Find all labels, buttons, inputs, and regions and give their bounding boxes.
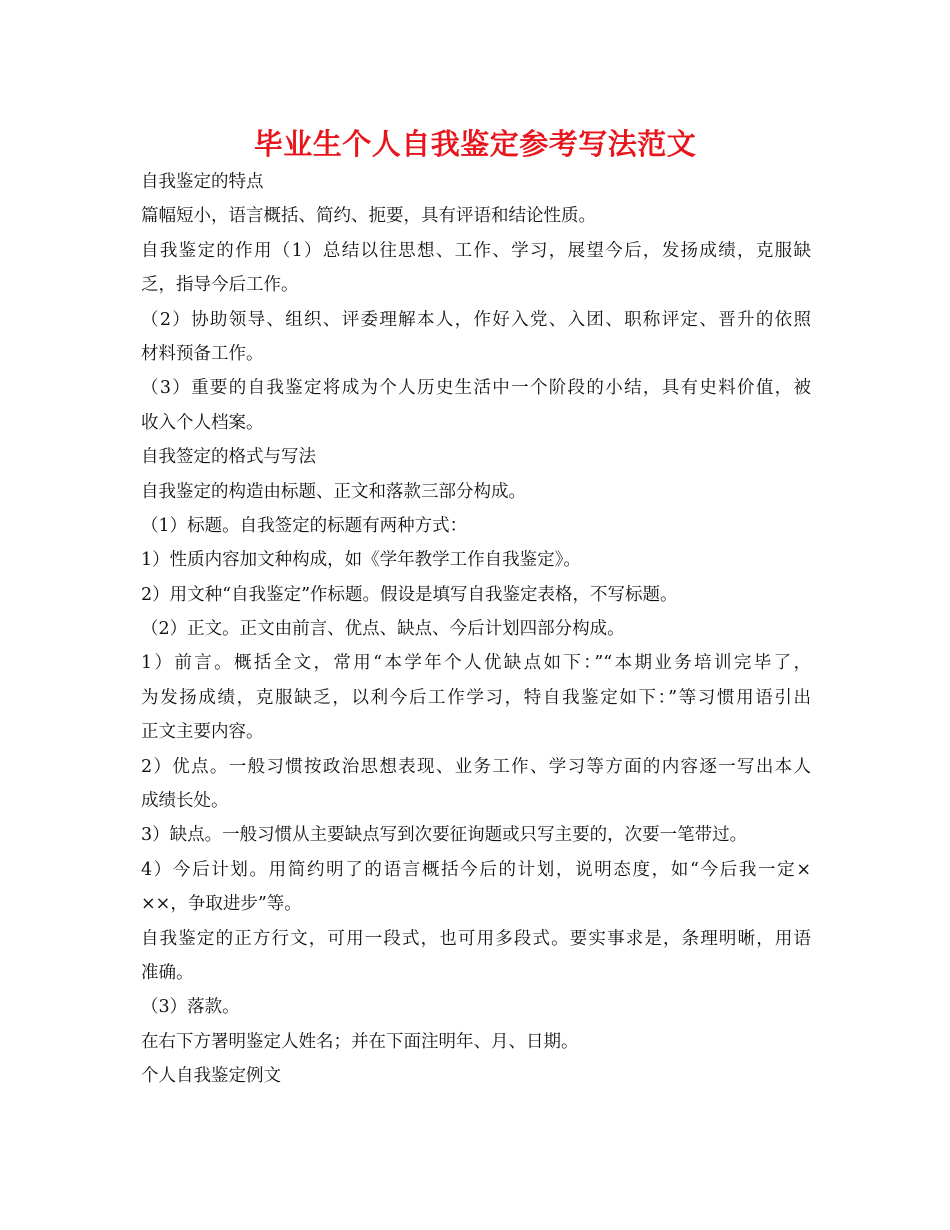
paragraph-line: （3）落款。 <box>141 997 240 1018</box>
paragraph-line: ××，争取进步”等。 <box>141 894 302 915</box>
paragraph-line: 1）性质内容加文种构成，如《学年教学工作自我鉴定》。 <box>141 550 581 571</box>
paragraph-line: 自我鉴定的作用（1）总结以往思想、工作、学习，展望今后，发扬成绩，克服缺 <box>141 240 811 261</box>
paragraph-line: 为发扬成绩，克服缺乏，以利今后工作学习，特自我鉴定如下：”等习惯用语引出 <box>141 687 811 708</box>
paragraph-line: （2）正文。正文由前言、优点、缺点、今后计划四部分构成。 <box>141 619 625 640</box>
paragraph-line: 自我鉴定的正方行文，可用一段式，也可用多段式。要实事求是，条理明晰，用语 <box>141 928 811 949</box>
document-title: 毕业生个人自我鉴定参考写法范文 <box>253 127 697 161</box>
paragraph-line: 成绩长处。 <box>141 791 229 812</box>
paragraph-line: 自我鉴定的构造由标题、正文和落款三部分构成。 <box>141 481 526 502</box>
document-body <box>141 165 811 1094</box>
paragraph-line: 正文主要内容。 <box>141 722 264 743</box>
section-heading-format: 自我签定的格式与写法 <box>141 447 316 468</box>
paragraph-line: 2）用文种“自我鉴定”作标题。假设是填写自我鉴定表格，不写标题。 <box>141 584 678 605</box>
paragraph-line: （3）重要的自我鉴定将成为个人历史生活中一个阶段的小结，具有史料价值，被 <box>141 378 811 399</box>
section-heading-features: 自我鉴定的特点 <box>141 172 264 192</box>
paragraph-line: （2）协助领导、组织、评委理解本人，作好入党、入团、职称评定、晋升的依照 <box>141 309 811 330</box>
paragraph-line: 在右下方署明鉴定人姓名；并在下面注明年、月、日期。 <box>141 1031 579 1052</box>
paragraph-line: 4）今后计划。用简约明了的语言概括今后的计划，说明态度，如“今后我一定× <box>141 859 811 880</box>
paragraph-line: 1）前言。概括全文，常用“本学年个人优缺点如下：”“本期业务培训完毕了， <box>141 653 811 674</box>
paragraph-line: （1）标题。自我签定的标题有两种方式： <box>141 515 468 536</box>
paragraph-line: 3）缺点。一般习惯从主要缺点写到次要征询题或只写主要的，次要一笔带过。 <box>141 825 748 846</box>
paragraph-line: 篇幅短小，语言概括、简约、扼要，具有评语和结论性质。 <box>141 206 596 227</box>
paragraph-line: 乏，指导今后工作。 <box>141 275 299 296</box>
paragraph-line: 准确。 <box>141 962 194 983</box>
paragraph-line: 2）优点。一般习惯按政治思想表现、业务工作、学习等方面的内容逐一写出本人 <box>141 756 811 777</box>
paragraph-line: 材料预备工作。 <box>141 343 264 364</box>
paragraph-line: 收入个人档案。 <box>141 412 264 433</box>
section-heading-example: 个人自我鉴定例文 <box>141 1066 281 1087</box>
